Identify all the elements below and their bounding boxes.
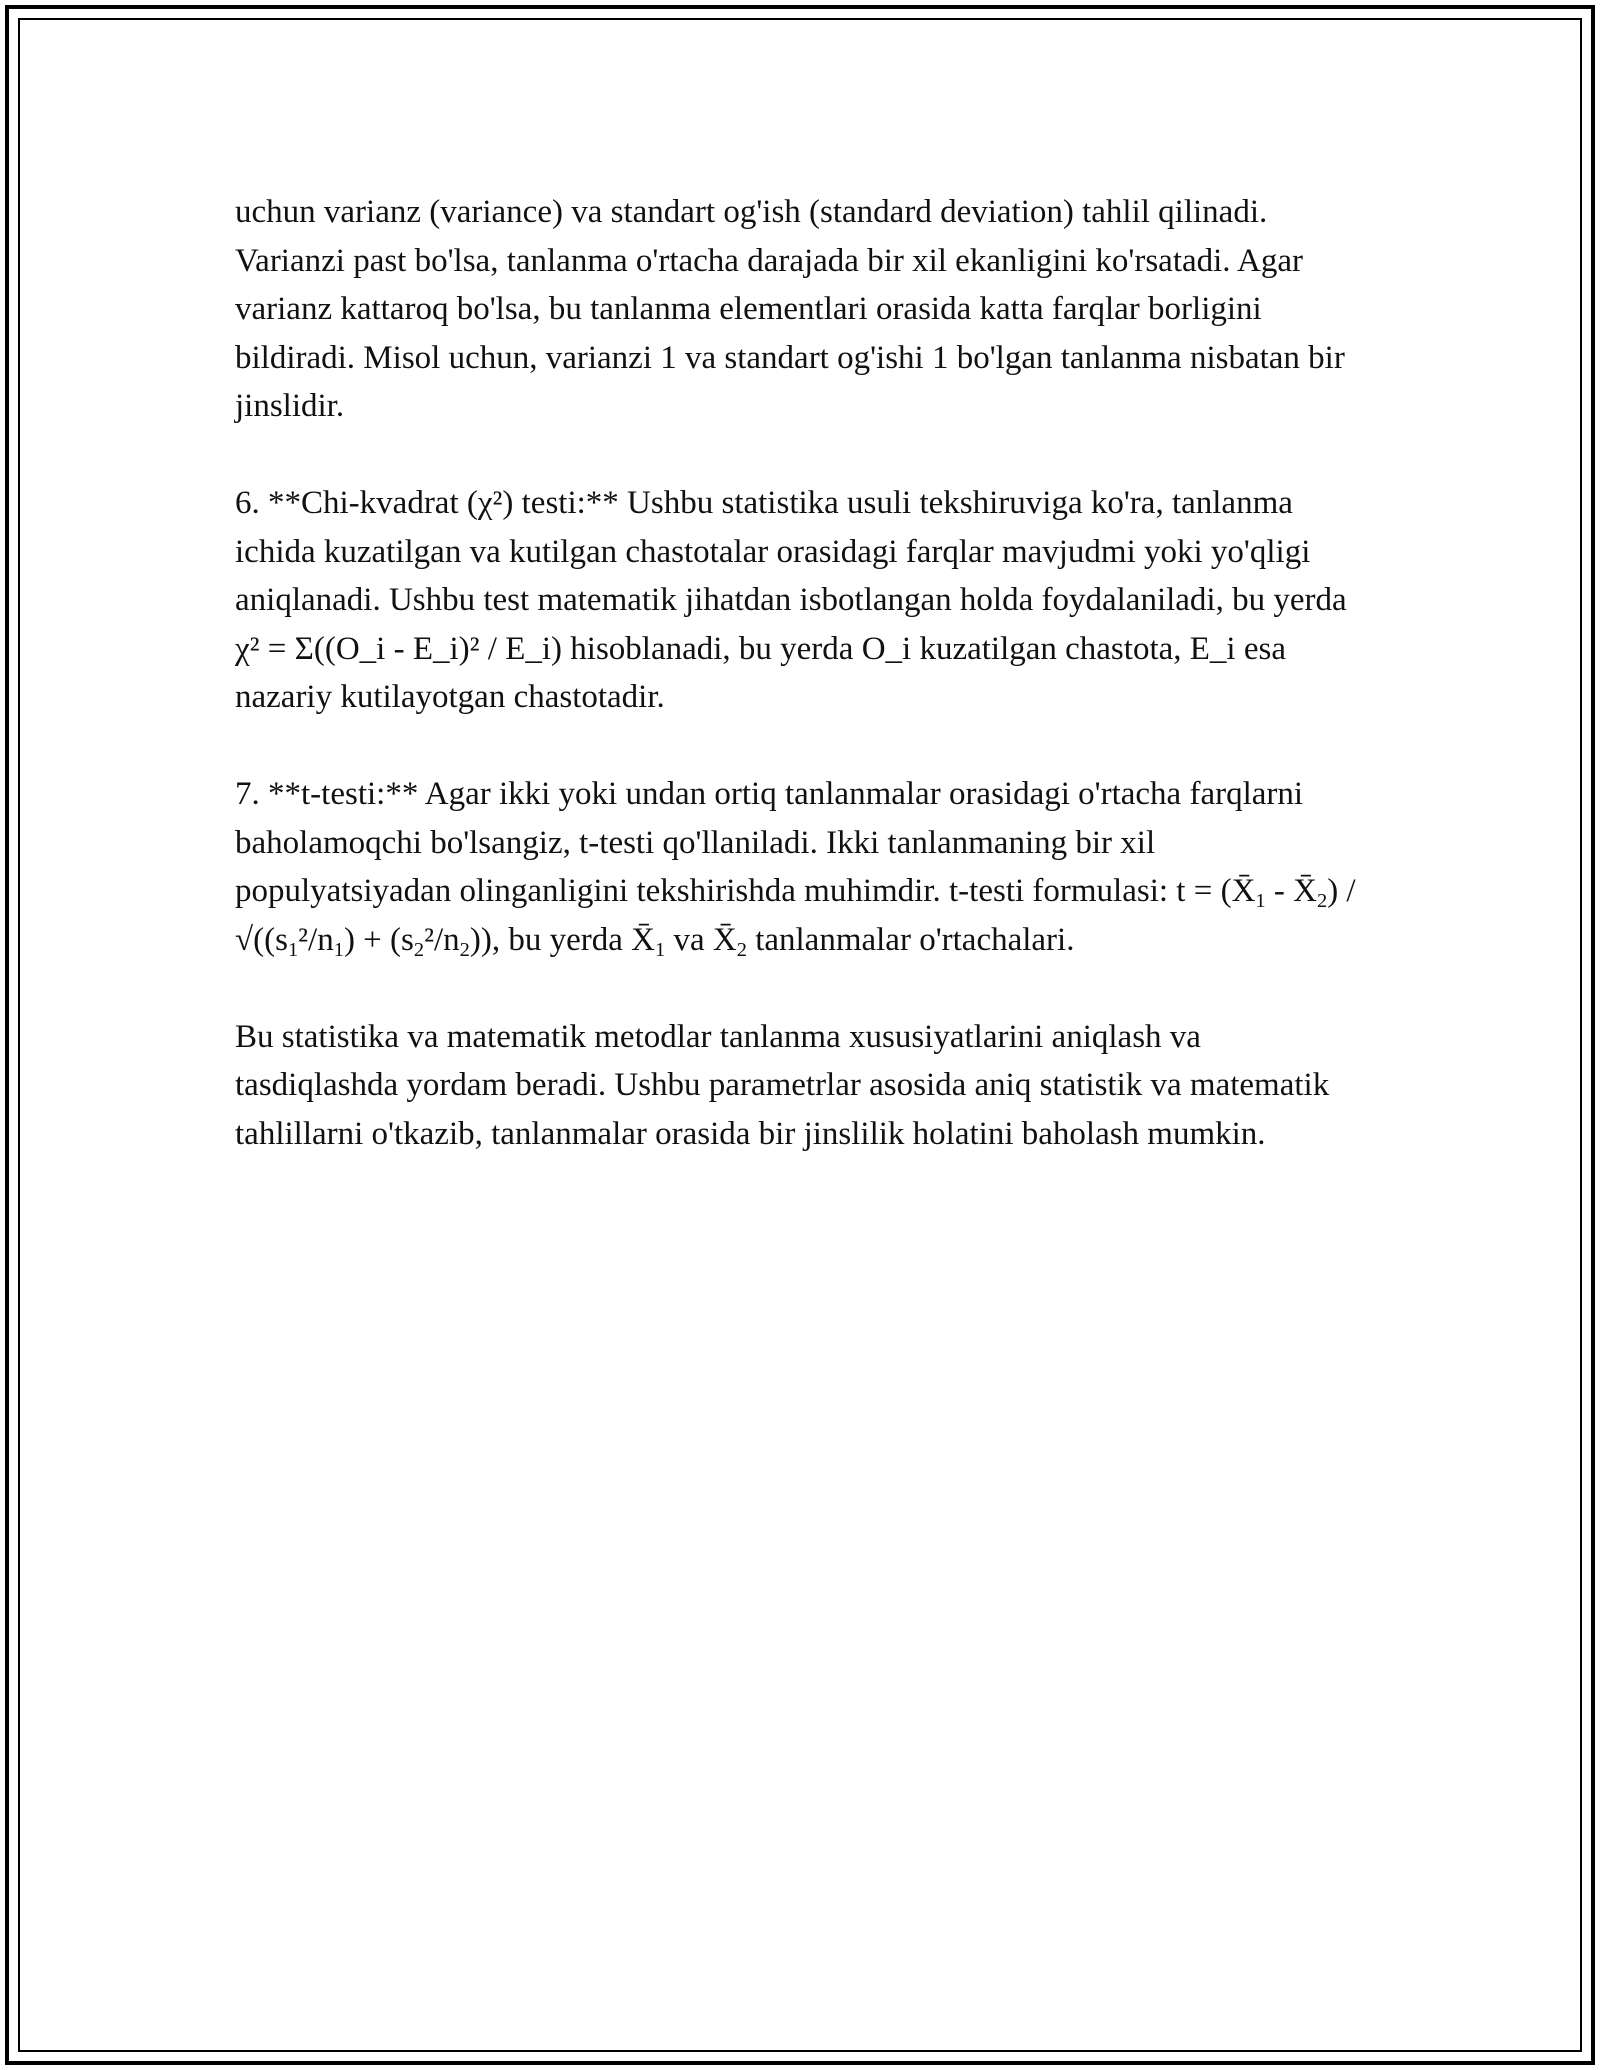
document-body: [235, 188, 1365, 1207]
paragraph-t-test: 7. **t-testi:** Agar ikki yoki undan ortiq tanlanmalar orasidagi o'rtacha farqlarni baholamoqchi bo'lsangiz, t-testi qo'llaniladi. Ikki tanlanmaning bir xil populyatsiyadan olinganligini tekshirishda muhimdir. t-testi formulasi: $t = (X̄_1$ - $X̄_2) / √((s_1^2/n_1) + (s_2^2/n_2))$, bu yerda $X̄_1$ va $X̄_2$ tanlanmalar o'rtachalari.: [235, 776, 1356, 961]
x-bar-1: $X̄_1$: [631, 921, 666, 961]
t-test-tail-text: tanlanmalar o'rtachalari.: [746, 921, 1075, 958]
paragraph-chi-square-test: 6. **Chi-kvadrat (χ²) testi:** Ushbu statistika usuli tekshiruviga ko'ra, tanlanma ichida kuzatilgan va kutilgan chastotalar orasidagi farqlar mavjudmi yoki yo'qligi aniqlanadi. Ushbu test matematik jihatdan isbotlangan holda foydalaniladi, bu yerda χ² = Σ((O_i - E_i)² / E_i) hisoblanadi, bu yerda O_i kuzatilgan chastota, E_i esa nazariy kutilayotgan chastotadir.: [235, 485, 1347, 715]
x-bar-2: $X̄_2$: [712, 921, 747, 961]
t-test-lead-text: 7. **t-testi:** Agar ikki yoki undan ortiq tanlanmalar orasidagi o'rtacha farqlarni baholamoqchi bo'lsangiz, t-testi qo'llaniladi. Ikki tanlanmaning bir xil populyatsiyadan olinganligini tekshirishda muhimdir. t-testi formulasi: t =: [235, 776, 1304, 909]
paragraph-variance: uchun varianz (variance) va standart og'ish (standard deviation) tahlil qilinadi. Varianzi past bo'lsa, tanlanma o'rtacha darajada bir xil ekanligini ko'rsatadi. Agar varianz kattaroq bo'lsa, bu tanlanma elementlari orasida katta farqlar borligini bildiradi. Misol uchun, varianzi 1 va standart og'ishi 1 bo'lgan tanlanma nisbatan bir jinslidir.: [235, 194, 1345, 424]
paragraph-conclusion: Bu statistika va matematik metodlar tanlanma xususiyatlarini aniqlash va tasdiqlashda yordam beradi. Ushbu parametrlar asosida aniq statistik va matematik tahlillarni o'tkazib, tanlanmalar orasida bir jinslilik holatini baholash mumkin.: [235, 1018, 1330, 1152]
t-test-formula: ($X̄_1$ - $X̄_2) / √((s_1^2/n_1) + (s_2^2/n_2))$: [235, 873, 1356, 961]
t-test-middle-text: , bu yerda: [491, 921, 632, 958]
